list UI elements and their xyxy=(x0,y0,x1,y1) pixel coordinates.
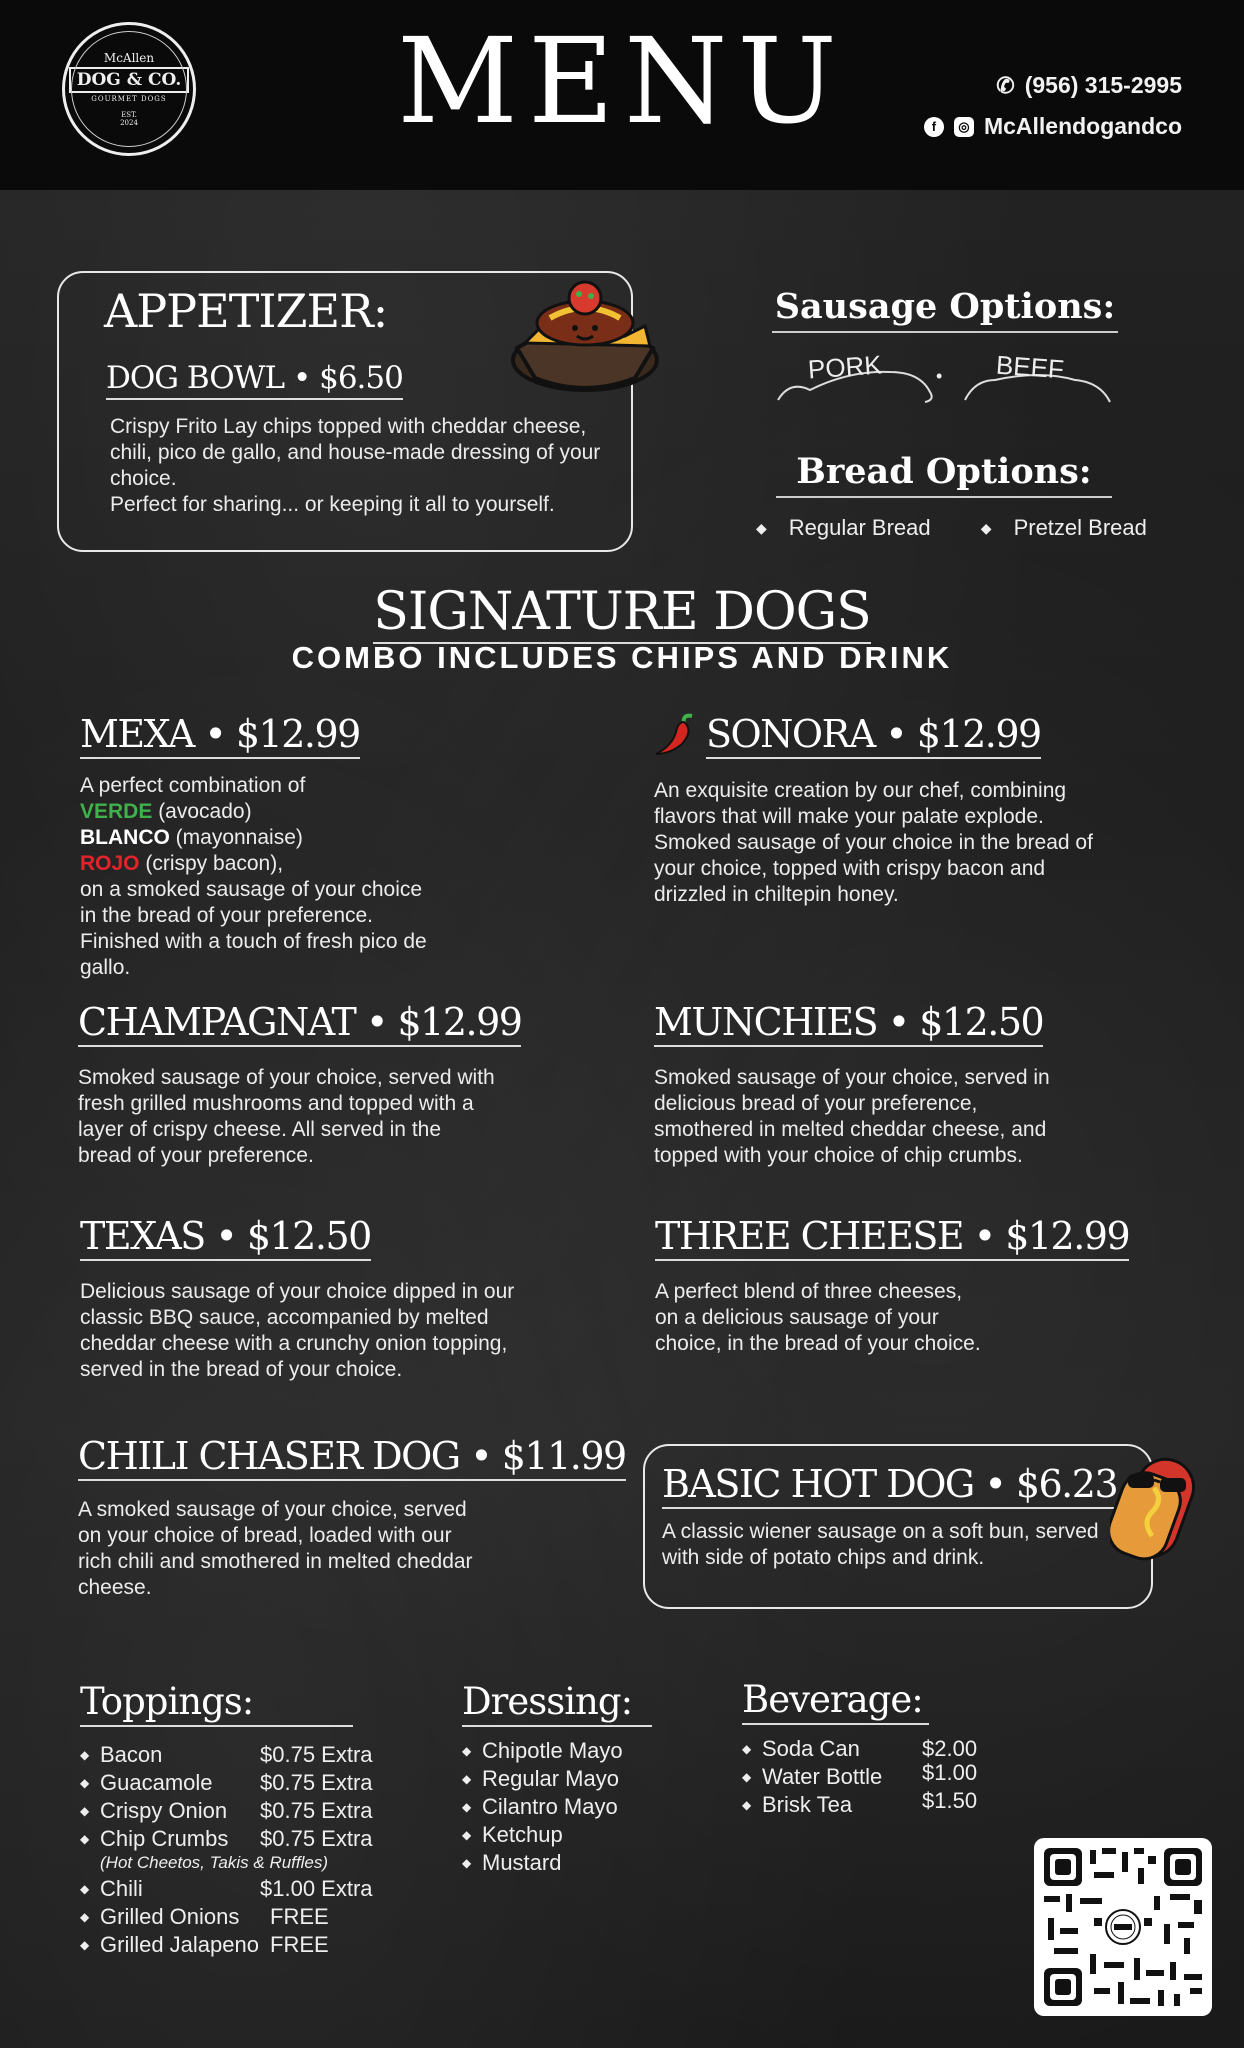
beverage-title: Beverage: xyxy=(742,1678,929,1725)
topping-price: FREE xyxy=(270,1932,329,1957)
facebook-icon[interactable]: f xyxy=(924,117,944,137)
beverage-item: ◆ Water Bottle $1.00 xyxy=(742,1763,1002,1791)
topping-item: ◆ Chili $1.00 Extra xyxy=(80,1875,400,1903)
dog-description: Smoked sausage of your choice, served with fresh grilled mushrooms and topped with a layer of crispy cheese. All served in the bread of your preference. xyxy=(78,1066,495,1167)
mexa-verde: VERDE xyxy=(80,800,153,823)
mexa-blanco-line xyxy=(80,825,520,851)
dressing-section xyxy=(462,1680,692,1877)
sausage-option-beef: BEEF xyxy=(995,349,1065,385)
topping-item: ◆ Chip Crumbs $0.75 Extra xyxy=(80,1825,400,1853)
dog-description-sonora xyxy=(654,778,1094,908)
dressing-list xyxy=(462,1737,692,1877)
phone-icon: ✆ xyxy=(996,72,1015,98)
sonora-description: An exquisite creation by our chef, combining flavors that will make your palate explode. xyxy=(654,779,1067,828)
mexa-verde-note: (avocado) xyxy=(152,800,252,823)
dog-bowl-text: Crispy Frito Lay chips topped with cheddar cheese, chili, pico de gallo, and house-made dressing of your choice. xyxy=(110,415,601,490)
beverage-item: ◆ Brisk Tea $1.50 xyxy=(742,1791,1002,1819)
dog-item-three-cheese xyxy=(655,1214,1130,1357)
mexa-intro: A perfect combination of xyxy=(80,774,306,797)
phone-number[interactable]: (956) 315-2995 xyxy=(1024,72,1182,98)
signature-dogs-title: SIGNATURE DOGS xyxy=(373,582,871,642)
topping-item: ◆ Grilled Onions FREE xyxy=(80,1903,400,1931)
instagram-icon[interactable]: ◎ xyxy=(954,117,974,137)
dog-bowl-description xyxy=(110,414,630,518)
topping-price: $0.75 Extra xyxy=(260,1742,373,1767)
toppings-section xyxy=(80,1680,400,1959)
bread-options-title: Bread Options: xyxy=(776,451,1112,498)
dog-name: MEXA • $12.99 xyxy=(80,712,360,759)
dressing-item: ◆ Mustard xyxy=(462,1849,692,1877)
bread-option-pretzel: Pretzel Bread xyxy=(1013,515,1147,540)
sausage-options xyxy=(770,350,1120,410)
social-handle[interactable]: McAllendogandco xyxy=(983,113,1182,139)
dog-item-mexa xyxy=(80,712,520,981)
dog-item-basic xyxy=(662,1462,1118,1571)
sonora-description-2: Smoked sausage of your choice in the bread of your choice, topped with crispy bacon and drizzled in chiltepin honey. xyxy=(654,831,1093,906)
nacho-bowl-icon xyxy=(505,268,665,398)
dressing-item: ◆ Ketchup xyxy=(462,1821,692,1849)
dog-bowl-tagline: Perfect for sharing... or keeping it all to yourself. xyxy=(110,493,555,516)
dressing-title: Dressing: xyxy=(462,1680,652,1727)
dog-name: SONORA • $12.99 xyxy=(706,712,1041,759)
topping-price: $0.75 Extra xyxy=(260,1798,373,1823)
topping-price: $1.00 Extra xyxy=(260,1876,373,1901)
topping-item: ◆ Grilled Jalapeno FREE xyxy=(80,1931,400,1959)
dog-item-munchies xyxy=(654,1000,1114,1169)
appetizer-title: APPETIZER: xyxy=(104,284,388,338)
dog-description: Smoked sausage of your choice, served in delicious bread of your preference, smothered in melted cheddar cheese, and topped with your choice of chip crumbs. xyxy=(654,1066,1050,1167)
topping-price: $0.75 Extra xyxy=(260,1826,373,1851)
bread-option-regular: Regular Bread xyxy=(788,515,931,540)
bread-options xyxy=(756,515,1191,541)
dog-name: BASIC HOT DOG • $6.23 xyxy=(662,1462,1117,1509)
dog-item-champagnat xyxy=(78,1000,538,1169)
logo-year: 2024 xyxy=(120,119,138,127)
mexa-rest: on a smoked sausage of your choice in the bread of your preference. Finished with a touch of fresh pico de gallo. xyxy=(80,878,427,979)
beverage-item: ◆ Soda Can $2.00 xyxy=(742,1735,1002,1763)
topping-item: ◆ Bacon $0.75 Extra xyxy=(80,1741,400,1769)
beverage-price: $2.00 xyxy=(922,1736,978,1761)
toppings-title: Toppings: xyxy=(80,1680,353,1727)
topping-item: ◆ Crispy Onion $0.75 Extra xyxy=(80,1797,400,1825)
mexa-rojo-line xyxy=(80,851,520,877)
dressing-item: ◆ Chipotle Mayo xyxy=(462,1737,692,1765)
topping-item: ◆ Guacamole $0.75 Extra xyxy=(80,1769,400,1797)
qr-code[interactable] xyxy=(1034,1838,1212,2016)
mexa-rojo: ROJO xyxy=(80,852,140,875)
dog-description: A classic wiener sausage on a soft bun, served with side of potato chips and drink. xyxy=(662,1520,1099,1569)
dog-description xyxy=(80,773,520,981)
dog-bowl-heading: DOG BOWL • $6.50 xyxy=(106,360,403,400)
logo-est: EST. xyxy=(121,111,137,119)
diamond-bullet-icon: ◆ xyxy=(756,520,767,536)
sausage-separator: • xyxy=(936,366,943,386)
diamond-bullet-icon: ◆ xyxy=(980,520,992,536)
toppings-list xyxy=(80,1741,400,1959)
dog-item-texas xyxy=(80,1214,540,1383)
dog-description: A perfect blend of three cheeses, on a delicious sausage of your choice, in the bread of your choice. xyxy=(655,1280,981,1355)
dog-name: THREE CHEESE • $12.99 xyxy=(655,1214,1129,1261)
dog-name: TEXAS • $12.50 xyxy=(80,1214,371,1261)
hot-dog-mascot-icon xyxy=(1110,1448,1206,1568)
chili-pepper-icon xyxy=(652,708,700,758)
beverage-section xyxy=(742,1678,1002,1819)
header-bar xyxy=(0,0,1244,190)
beverage-price: $1.00 xyxy=(922,1760,978,1785)
logo-city: McAllen xyxy=(103,51,155,65)
qr-code-icon xyxy=(1034,1838,1212,2016)
dressing-item: ◆ Regular Mayo xyxy=(462,1765,692,1793)
dressing-item: ◆ Cilantro Mayo xyxy=(462,1793,692,1821)
page-title: MENU xyxy=(397,12,847,150)
dog-name: CHAMPAGNAT • $12.99 xyxy=(78,1000,521,1047)
mexa-blanco: BLANCO xyxy=(80,826,170,849)
beverage-price: $1.50 xyxy=(922,1788,978,1813)
dog-description: A smoked sausage of your choice, served on your choice of bread, loaded with our rich chili and smothered in melted cheddar cheese. xyxy=(78,1498,473,1599)
mexa-verde-line xyxy=(80,799,520,825)
dog-description: Delicious sausage of your choice dipped in our classic BBQ sauce, accompanied by melted cheddar cheese with a crunchy onion topping, served in the bread of your choice. xyxy=(80,1280,515,1381)
contact-info xyxy=(924,72,1182,154)
signature-dogs-heading xyxy=(0,582,1244,642)
sausage-options-title: Sausage Options: xyxy=(772,286,1118,333)
mexa-blanco-note: (mayonnaise) xyxy=(169,826,303,849)
mexa-rojo-note: (crispy bacon), xyxy=(139,852,284,875)
topping-price: $0.75 Extra xyxy=(260,1770,373,1795)
signature-dogs-subtitle: COMBO INCLUDES CHIPS AND DRINK xyxy=(291,640,953,675)
dog-item-chili-chaser xyxy=(78,1434,626,1601)
logo-name: DOG & CO. xyxy=(69,67,190,93)
logo-tagline: GOURMET DOGS xyxy=(91,95,167,103)
dog-item-sonora xyxy=(706,712,1126,759)
dog-name: MUNCHIES • $12.50 xyxy=(654,1000,1043,1047)
beverage-list xyxy=(742,1735,1002,1819)
topping-note: (Hot Cheetos, Takis & Ruffles) xyxy=(100,1853,329,1872)
topping-price: FREE xyxy=(270,1904,329,1929)
dog-name: CHILI CHASER DOG • $11.99 xyxy=(78,1434,626,1481)
sausage-option-pork: PORK xyxy=(807,349,883,385)
